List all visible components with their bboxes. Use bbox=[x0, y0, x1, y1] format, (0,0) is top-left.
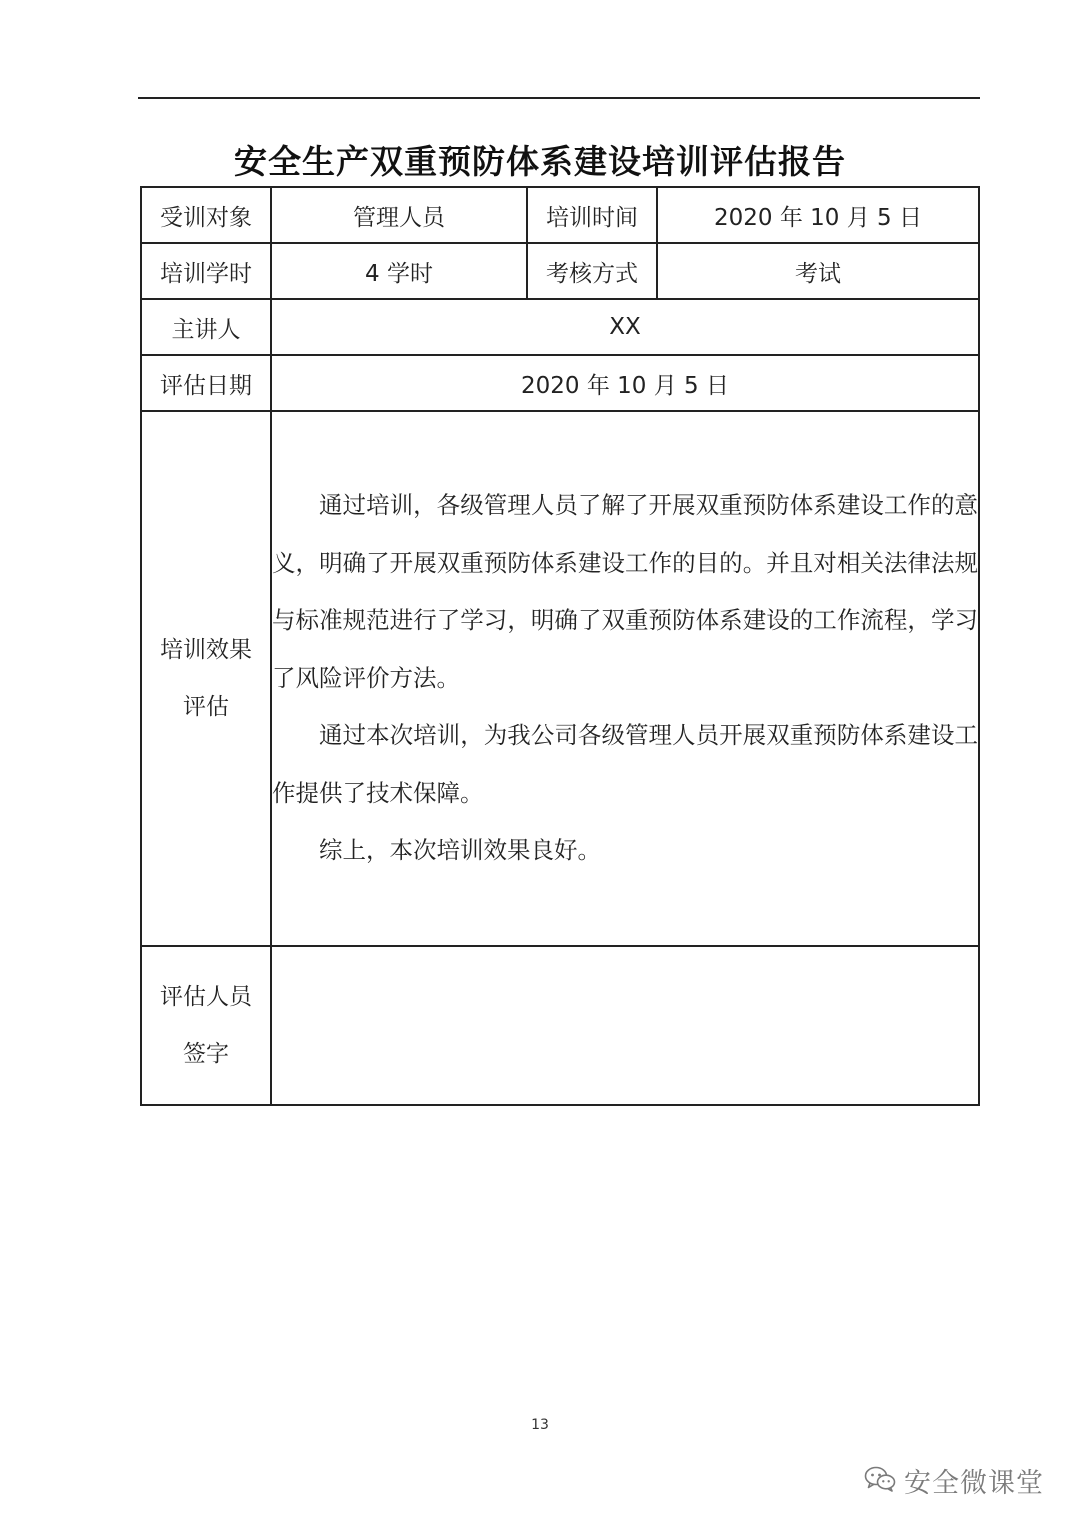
evaluation-table bbox=[140, 186, 980, 1106]
effect-evaluation-label bbox=[141, 411, 271, 946]
header-rule bbox=[138, 97, 980, 99]
trainees-label: 受训对象 bbox=[141, 187, 271, 243]
assessment-method-value: 考试 bbox=[657, 243, 979, 299]
effect-evaluation-content bbox=[271, 411, 979, 946]
effect-paragraph: 通过培训，各级管理人员了解了开展双重预防体系建设工作的意义，明确了开展双重预防体系建设工作的目的。并且对相关法律法规与标准规范进行了学习，明确了双重预防体系建设的工作流程，学习了风险评价方法。 bbox=[272, 491, 978, 692]
signature-field[interactable] bbox=[271, 946, 979, 1105]
signature-label-line1: 评估人员 bbox=[160, 983, 252, 1010]
lecturer-label: 主讲人 bbox=[141, 299, 271, 355]
training-time-label: 培训时间 bbox=[527, 187, 657, 243]
effect-paragraph: 通过本次培训，为我公司各级管理人员开展双重预防体系建设工作提供了技术保障。 bbox=[272, 721, 978, 807]
training-time-value: 2020 年 10 月 5 日 bbox=[657, 187, 979, 243]
table-row bbox=[141, 187, 979, 243]
effect-paragraph: 综上，本次培训效果良好。 bbox=[319, 836, 601, 865]
signature-label bbox=[141, 946, 271, 1105]
effect-label-line2: 评估 bbox=[183, 693, 229, 720]
trainees-value: 管理人员 bbox=[271, 187, 527, 243]
evaluation-date-label: 评估日期 bbox=[141, 355, 271, 411]
watermark-text: 安全微课堂 bbox=[904, 1468, 1044, 1499]
table-row bbox=[141, 411, 979, 946]
wechat-icon bbox=[864, 1466, 896, 1496]
watermark bbox=[864, 1461, 1044, 1500]
table-row bbox=[141, 299, 979, 355]
table-row bbox=[141, 355, 979, 411]
hours-label: 培训学时 bbox=[141, 243, 271, 299]
table-row bbox=[141, 946, 979, 1105]
page-number: 13 bbox=[531, 1417, 549, 1433]
signature-label-line2: 签字 bbox=[183, 1040, 229, 1067]
evaluation-date-value: 2020 年 10 月 5 日 bbox=[271, 355, 979, 411]
effect-label-line1: 培训效果 bbox=[160, 636, 252, 663]
lecturer-value: XX bbox=[271, 299, 979, 355]
hours-value: 4 学时 bbox=[271, 243, 527, 299]
table-row bbox=[141, 243, 979, 299]
page-title: 安全生产双重预防体系建设培训评估报告 bbox=[234, 142, 846, 181]
assessment-method-label: 考核方式 bbox=[527, 243, 657, 299]
